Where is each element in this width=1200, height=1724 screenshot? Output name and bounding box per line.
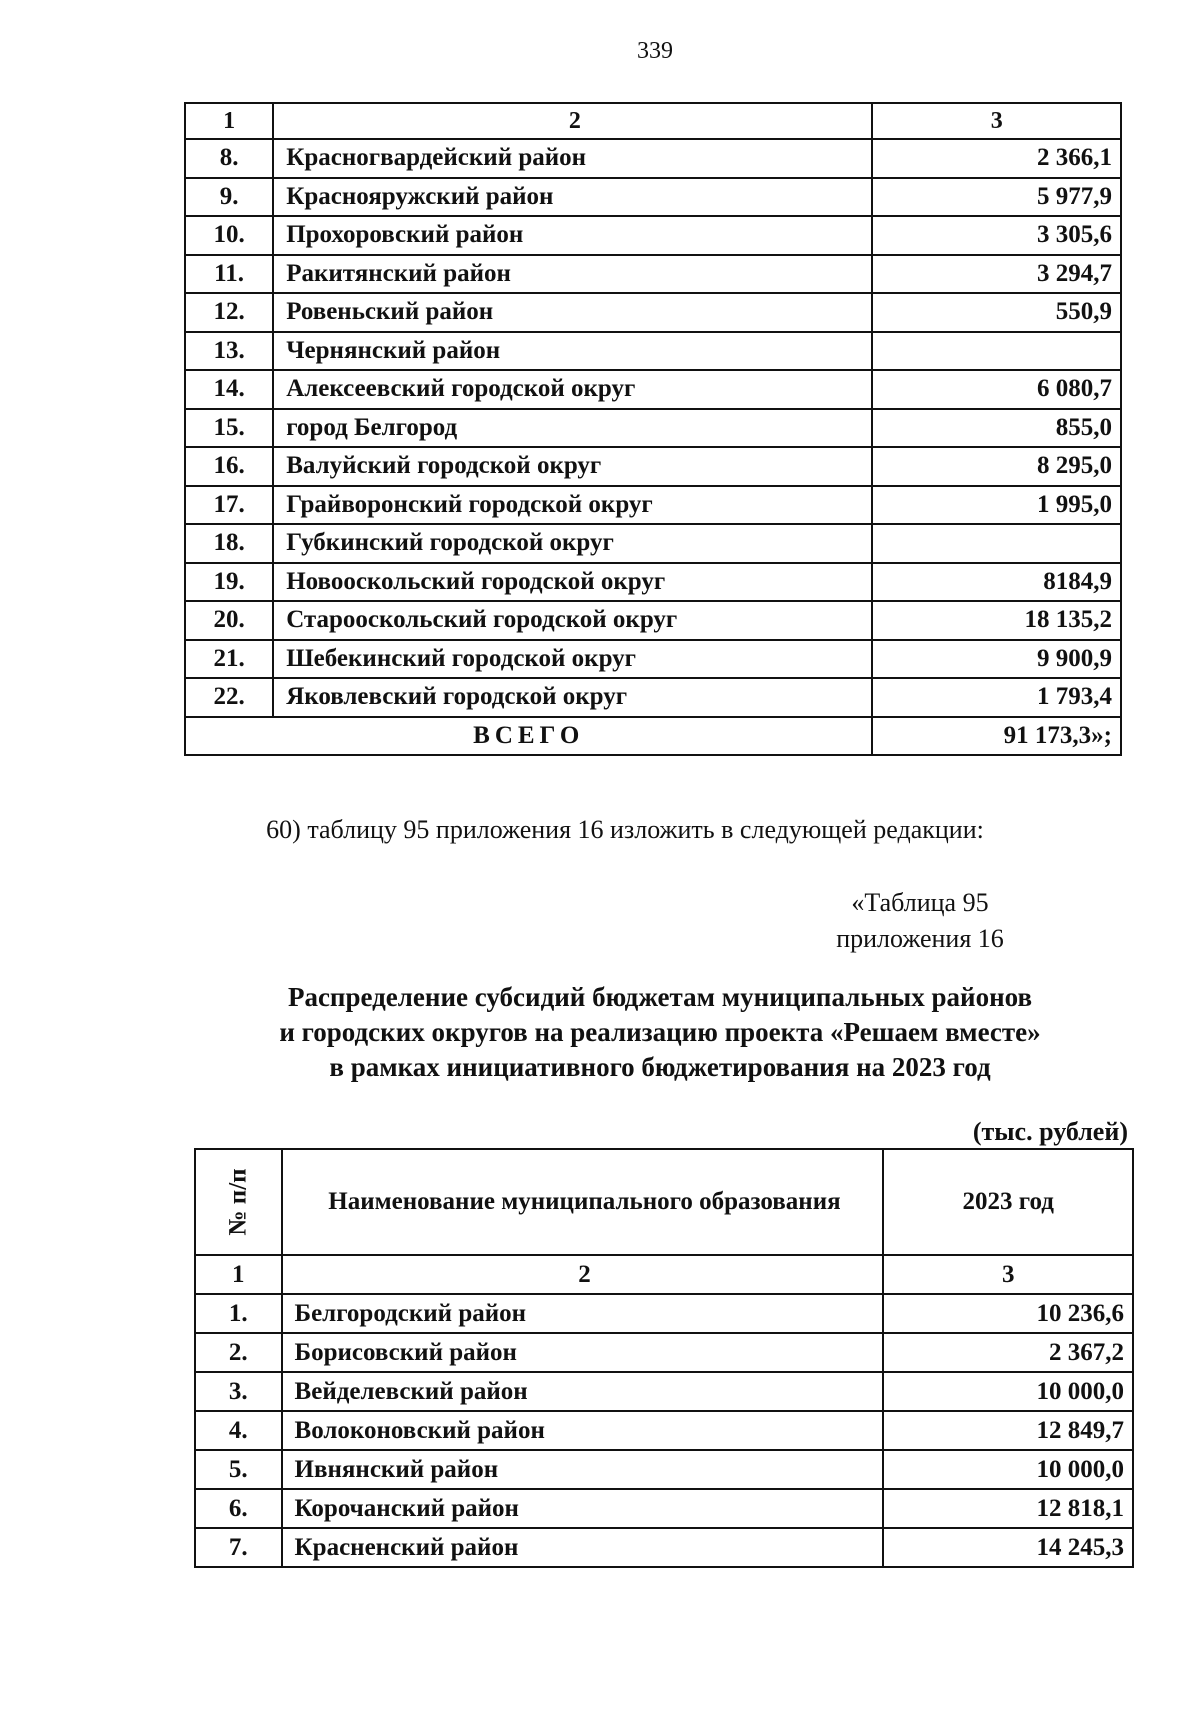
table-row: [185, 139, 1121, 178]
table-row: [185, 293, 1121, 332]
row-name: Старооскольский городской округ: [273, 601, 872, 640]
row-name: Ивнянский район: [282, 1450, 884, 1489]
row-number: 2.: [195, 1333, 282, 1372]
row-number: 16.: [185, 447, 273, 486]
table-row: [195, 1294, 1133, 1333]
header-cell-2: 2: [273, 103, 872, 139]
row-name: Волоконовский район: [282, 1411, 884, 1450]
head-cell-number: [195, 1149, 282, 1255]
row-number: 19.: [185, 563, 273, 602]
head-number-label: № п/п: [224, 1168, 252, 1236]
head-cell-name: Наименование муниципального образования: [282, 1149, 884, 1255]
row-number: 1.: [195, 1294, 282, 1333]
row-name: Красногвардейский район: [273, 139, 872, 178]
table-row: [185, 178, 1121, 217]
row-name: Красненский район: [282, 1528, 884, 1567]
table-row: [195, 1450, 1133, 1489]
row-name: Валуйский городской округ: [273, 447, 872, 486]
col-number-3: 3: [883, 1255, 1133, 1294]
table-row: [185, 409, 1121, 448]
table-title: [0, 980, 1200, 1085]
row-name: Алексеевский городской округ: [273, 370, 872, 409]
table-row: [185, 447, 1121, 486]
table-row: [185, 678, 1121, 717]
row-number: 6.: [195, 1489, 282, 1528]
row-name: Белгородский район: [282, 1294, 884, 1333]
total-row: [185, 717, 1121, 756]
row-value: 12 818,1: [883, 1489, 1133, 1528]
table-row: [185, 640, 1121, 679]
page-number: 339: [637, 38, 673, 64]
header-cell-1: 1: [185, 103, 273, 139]
row-value: 10 000,0: [883, 1372, 1133, 1411]
table-row: [185, 370, 1121, 409]
row-number: 21.: [185, 640, 273, 679]
row-number: 11.: [185, 255, 273, 294]
table-header-row: [185, 103, 1121, 139]
row-value: 5 977,9: [872, 178, 1121, 217]
table-row: [195, 1528, 1133, 1567]
table-row: [185, 216, 1121, 255]
table-row: [195, 1372, 1133, 1411]
table-row: [185, 563, 1121, 602]
col-number-1: 1: [195, 1255, 282, 1294]
row-value: 3 294,7: [872, 255, 1121, 294]
table-row: [195, 1411, 1133, 1450]
table-row: [185, 486, 1121, 525]
column-numbers-row: [195, 1255, 1133, 1294]
row-name: город Белгород: [273, 409, 872, 448]
row-number: 9.: [185, 178, 273, 217]
units-label: (тыс. рублей): [972, 1117, 1128, 1146]
row-value: [872, 332, 1121, 371]
row-number: 12.: [185, 293, 273, 332]
header-cell-3: 3: [872, 103, 1121, 139]
table-continued: [184, 102, 1122, 756]
table-row: [185, 601, 1121, 640]
row-number: 22.: [185, 678, 273, 717]
row-value: 8 295,0: [872, 447, 1121, 486]
table-caption: [810, 885, 1030, 957]
row-name: Краснояружский район: [273, 178, 872, 217]
row-value: 2 366,1: [872, 139, 1121, 178]
row-value: 18 135,2: [872, 601, 1121, 640]
total-label: ВСЕГО: [185, 717, 872, 756]
table-row: [195, 1489, 1133, 1528]
row-value: 6 080,7: [872, 370, 1121, 409]
row-name: Грайворонский городской округ: [273, 486, 872, 525]
row-value: 9 900,9: [872, 640, 1121, 679]
row-value: 550,9: [872, 293, 1121, 332]
row-number: 4.: [195, 1411, 282, 1450]
row-value: 2 367,2: [883, 1333, 1133, 1372]
row-name: Ровеньский район: [273, 293, 872, 332]
subsidy-table: [194, 1148, 1134, 1568]
row-number: 5.: [195, 1450, 282, 1489]
total-value: 91 173,3»;: [872, 717, 1121, 756]
caption-line-1: «Таблица 95: [851, 888, 989, 917]
row-number: 8.: [185, 139, 273, 178]
row-value: 12 849,7: [883, 1411, 1133, 1450]
row-number: 17.: [185, 486, 273, 525]
table-row: [185, 332, 1121, 371]
row-number: 10.: [185, 216, 273, 255]
row-value: 10 236,6: [883, 1294, 1133, 1333]
row-number: 15.: [185, 409, 273, 448]
row-number: 14.: [185, 370, 273, 409]
row-number: 18.: [185, 524, 273, 563]
row-name: Шебекинский городской округ: [273, 640, 872, 679]
row-value: 1 995,0: [872, 486, 1121, 525]
table-row: [195, 1333, 1133, 1372]
head-cell-year: 2023 год: [883, 1149, 1133, 1255]
row-name: Прохоровский район: [273, 216, 872, 255]
table-row: [185, 255, 1121, 294]
row-value: 10 000,0: [883, 1450, 1133, 1489]
col-number-2: 2: [282, 1255, 884, 1294]
row-name: Чернянский район: [273, 332, 872, 371]
table-head-row: [195, 1149, 1133, 1255]
row-name: Корочанский район: [282, 1489, 884, 1528]
row-number: 7.: [195, 1528, 282, 1567]
table-row: [185, 524, 1121, 563]
row-name: Вейделевский район: [282, 1372, 884, 1411]
row-number: 20.: [185, 601, 273, 640]
row-value: 1 793,4: [872, 678, 1121, 717]
row-name: Яковлевский городской округ: [273, 678, 872, 717]
row-value: 14 245,3: [883, 1528, 1133, 1567]
caption-line-2: приложения 16: [836, 924, 1004, 953]
row-value: [872, 524, 1121, 563]
title-line-2: и городских округов на реализацию проекта «Решаем вместе»: [279, 1017, 1041, 1047]
row-name: Борисовский район: [282, 1333, 884, 1372]
row-value: 855,0: [872, 409, 1121, 448]
amendment-paragraph: 60) таблицу 95 приложения 16 изложить в следующей редакции:: [266, 815, 984, 844]
row-value: 8184,9: [872, 563, 1121, 602]
title-line-1: Распределение субсидий бюджетам муниципальных районов: [287, 982, 1033, 1012]
row-value: 3 305,6: [872, 216, 1121, 255]
row-number: 13.: [185, 332, 273, 371]
row-name: Губкинский городской округ: [273, 524, 872, 563]
row-name: Новооскольский городской округ: [273, 563, 872, 602]
row-number: 3.: [195, 1372, 282, 1411]
title-line-3: в рамках инициативного бюджетирования на 2023 год: [329, 1052, 991, 1082]
row-name: Ракитянский район: [273, 255, 872, 294]
